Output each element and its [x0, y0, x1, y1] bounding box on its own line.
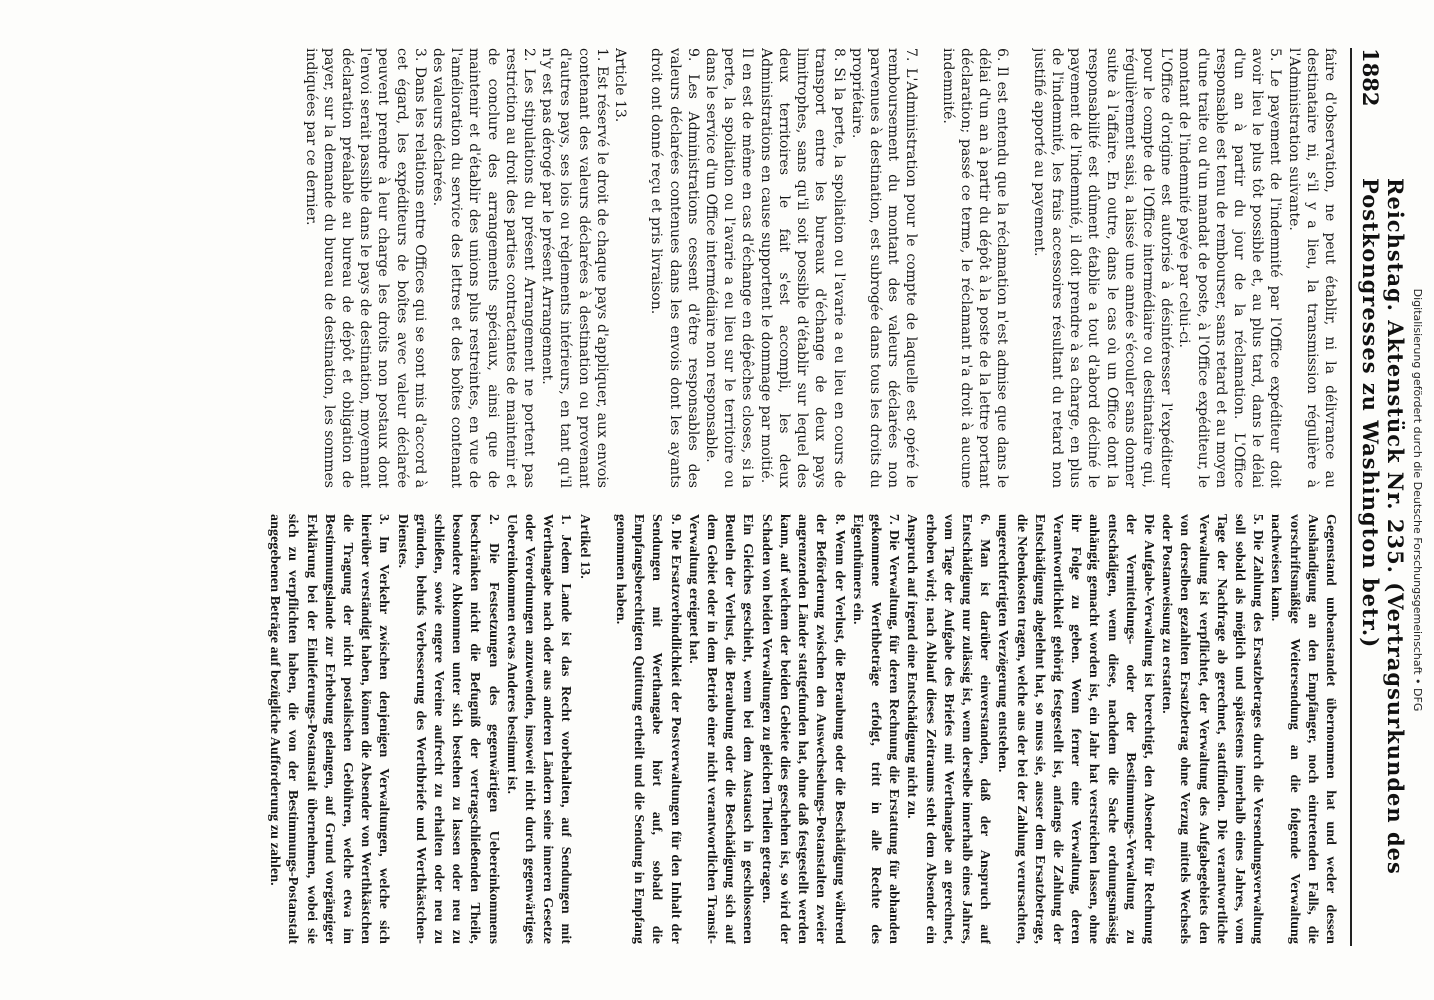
german-text-column: Gegenstand unbeanstandet übernommen hat und weder dessen Aushändigung an den Empfänger, noch eintretenden Falls, die vorschriftsmäßige Weitersendung an die folgende Verwaltung nachweisen kann. 5. Die Zahlung des Ersatzbetrages durch die Versendungsverwaltung soll sobald als möglich und spätestens innerhalb eines Jahres, vom Tage der Nachfrage ab gerechnet, stattfinden. Die verantwortliche Verwaltung ist verpflichtet, der Verwaltung des Aufgabegebiets den von derselben gezahlten Ersatzbetrag ohne Verzug mittels Wechsels oder Postanweisung zu erstatten. Die Aufgabe-Verwaltung ist berechtigt, den Absender für Rechnung der Vermittelungs- oder der Bestimmungs-Verwaltung zu entschädigen, wenn diese, nachdem die Sache ordnungsmässig anhängig gemacht worden ist, ein Jahr hat verstreichen lassen, ohne ihr Folge zu geben. Wenn ferner eine Verwaltung, deren Verantwortlichkeit gehörig festgestellt ist, anfangs die Zahlung der Entschädigung abgelehnt hat, so muss sie, ausser dem Ersatzbetrage, die Nebenkosten tragen, welche aus der bei der Zahlung verursachten, ungerechtfertigten Verzögerung entstehen. 6. Man ist darüber einverstanden, daß der Anspruch auf Entschädigung nur zulässig ist, wenn derselbe innerhalb eines Jahres, vom Tage der Aufgabe des Briefes mit Werthangabe an gerechnet, erhoben wird; nach Ablauf dieses Zeitraums steht dem Absender ein Anspruch auf irgend eine Entschädigung nicht zu. 7. Die Verwaltung, für deren Rechnung die Erstattung für abhanden gekommene Werthbeträge erfolgt, tritt in alle Rechte des Eigenthümers ein. 8. Wenn der Verlust, die Beraubung oder die Beschädigung während der Beförderung zwischen den Auswechselungs-Postanstalten zweier angrenzenden Länder stattgefunden hat, ohne daß festgestellt werden kann, auf welchem der beiden Gebiete dies geschehen ist, so wird der Schaden von beiden Verwaltungen zu gleichen Theilen getragen. Ein Gleiches geschieht, wenn bei dem Austausch in geschlossenen Beuteln der Verlust, die Beraubung oder die Beschädigung sich auf dem Gebiet oder in dem Betrieb einer nicht verantwortlichen Transit-Verwaltung ereignet hat. 9. Die Ersatzverbindlichkeit der Postverwaltungen für den Inhalt der Sendungen mit Werthangabe hört auf, sobald die Empfangsberechtigten Quittung ertheilt und die Sendung in Empfang genommen haben. Artikel 13. 1. Jedem Lande ist das Recht vorbehalten, auf Sendungen mit Werthangabe nach oder aus anderen Ländern seine inneren Gesetze oder Verordnungen anzuwenden, insoweit nicht durch gegenwärtiges Uebereinkommen etwas Anderes bestimmt ist. 2. Die Festsetzungen des gegenwärtigen Uebereinkommens beschränken nicht die Befugniß der vertragschließenden Theile, besondere Abkommen unter sich bestehen zu lassen oder neu zu schließen, sowie engere Vereine aufrecht zu erhalten oder neu zu gründen, behufs Verbesserung des Werthbriefe und Werthkästchen-Dienstes. 3. Im Verkehr zwischen denjenigen Verwaltungen, welche sich hierüber verständigt haben, können die Absender von Werthkästchen die Tragung der nicht postalischen Gebühren, welche etwa im Bestimmungslande zur Erhebung gelangen, auf Grund vorgängiger Erklärung bei der Einlieferungs-Postanstalt übernehmen, wobei sie sich zu verpflichten haben, die von der Bestimmungs-Postanstalt angegebenen Beträge auf bezügliche Aufforderung zu zahlen.	[267, 514, 1338, 944]
page-number: 1882	[1358, 48, 1383, 107]
french-text-column: faire d'observation, ne peut établir, ni la délivrance au destinataire ni, s'il y a lieu, la transmission régulière à l'Administration suivante. 5. Le payement de l'indemnité par l'Office expéditeur doit avoir lieu le plus tôt possible et, au plus tard, dans le délai d'un an à partir du jour de la réclamation. L'Office responsable est tenu de rembourser, sans retard et au moyen d'une traite ou d'un mandat de poste, à l'Office expéditeur, le montant de l'indemnité payée par celui-ci. L'Office d'origine est autorisé à désintéresser l'expéditeur pour le compte de l'Office intermédiaire ou destinataire qui, régulièrement saisi, a laissé une année s'écouler sans donner suite à l'affaire. En outre, dans le cas où un Office dont la responsabilité est dûment établie a tout d'abord décliné le payement de l'indemnité, il doit prendre à sa charge, en plus de l'indemnité, les frais accessoires résultant du retard non justifié apporté au payement. 6. Il est entendu que la réclamation n'est admise que dans le délai d'un an à partir du dépôt à la poste de la lettre portant déclaration; passé ce terme, le réclamant n'a droit à aucune indemnité. 7. L'Administration pour le compte de laquelle est opéré le remboursement du montant des valeurs déclarées non parvenues à destination, est subrogée dans tous les droits du propriétaire. 8. Si la perte, la spoliation ou l'avarie a eu lieu en cours de transport entre les bureaux d'échange de deux pays limitrophes, sans qu'il soit possible d'établir sur lequel des deux territoires le fait s'est accompli, les deux Administrations en cause supportent le dommage par moitié. Il en est de même en cas d'échange en dépêches closes, si la perte, la spoliation ou l'avarie a eu lieu sur le territoire ou dans le service d'un Office intermédiaire non responsable. 9. Les Administrations cessent d'être responsables des valeurs déclarées contenues dans les envois dont les ayants droit ont donné reçu et pris livraison. Article 13. 1. Est réservé le droit de chaque pays d'appliquer, aux envois contenant des valeurs déclarées à destination ou provenant d'autres pays, ses lois ou règlements intérieurs, en tant qu'il n'y est pas dérogé par le présent Arrangement. 2. Les stipulations du présent Arrangement ne portent pas restriction au droit des parties contractantes de maintenir et de conclure des arrangements spéciaux, ainsi que de maintenir et d'établir des unions plus restreintes, en vue de l'amélioration du service des lettres et des boîtes contenant des valeurs déclarées. 3. Dans les relations entre Offices qui se sont mis d'accord à cet égard, les expéditeurs de boîtes avec valeur déclarée peuvent prendre à leur charge les droits non postaux dont l'envoi serait passible dans le pays de destination, moyennant déclaration préalable au bureau de dépôt et obligation de payer, sur la demande du bureau de destination, les sommes indiquées par ce dernier.	[302, 48, 1338, 488]
page-header	[1350, 48, 1408, 946]
running-title: Reichstag. Aktenstück Nr. 235. (Vertragsurkunden des Postkongresses zu Washington betr.)	[1358, 178, 1408, 875]
digitization-credit: Digitalisierung gefördert durch die Deutsche Forschungsgemeinschaft • DFG	[1411, 288, 1424, 712]
